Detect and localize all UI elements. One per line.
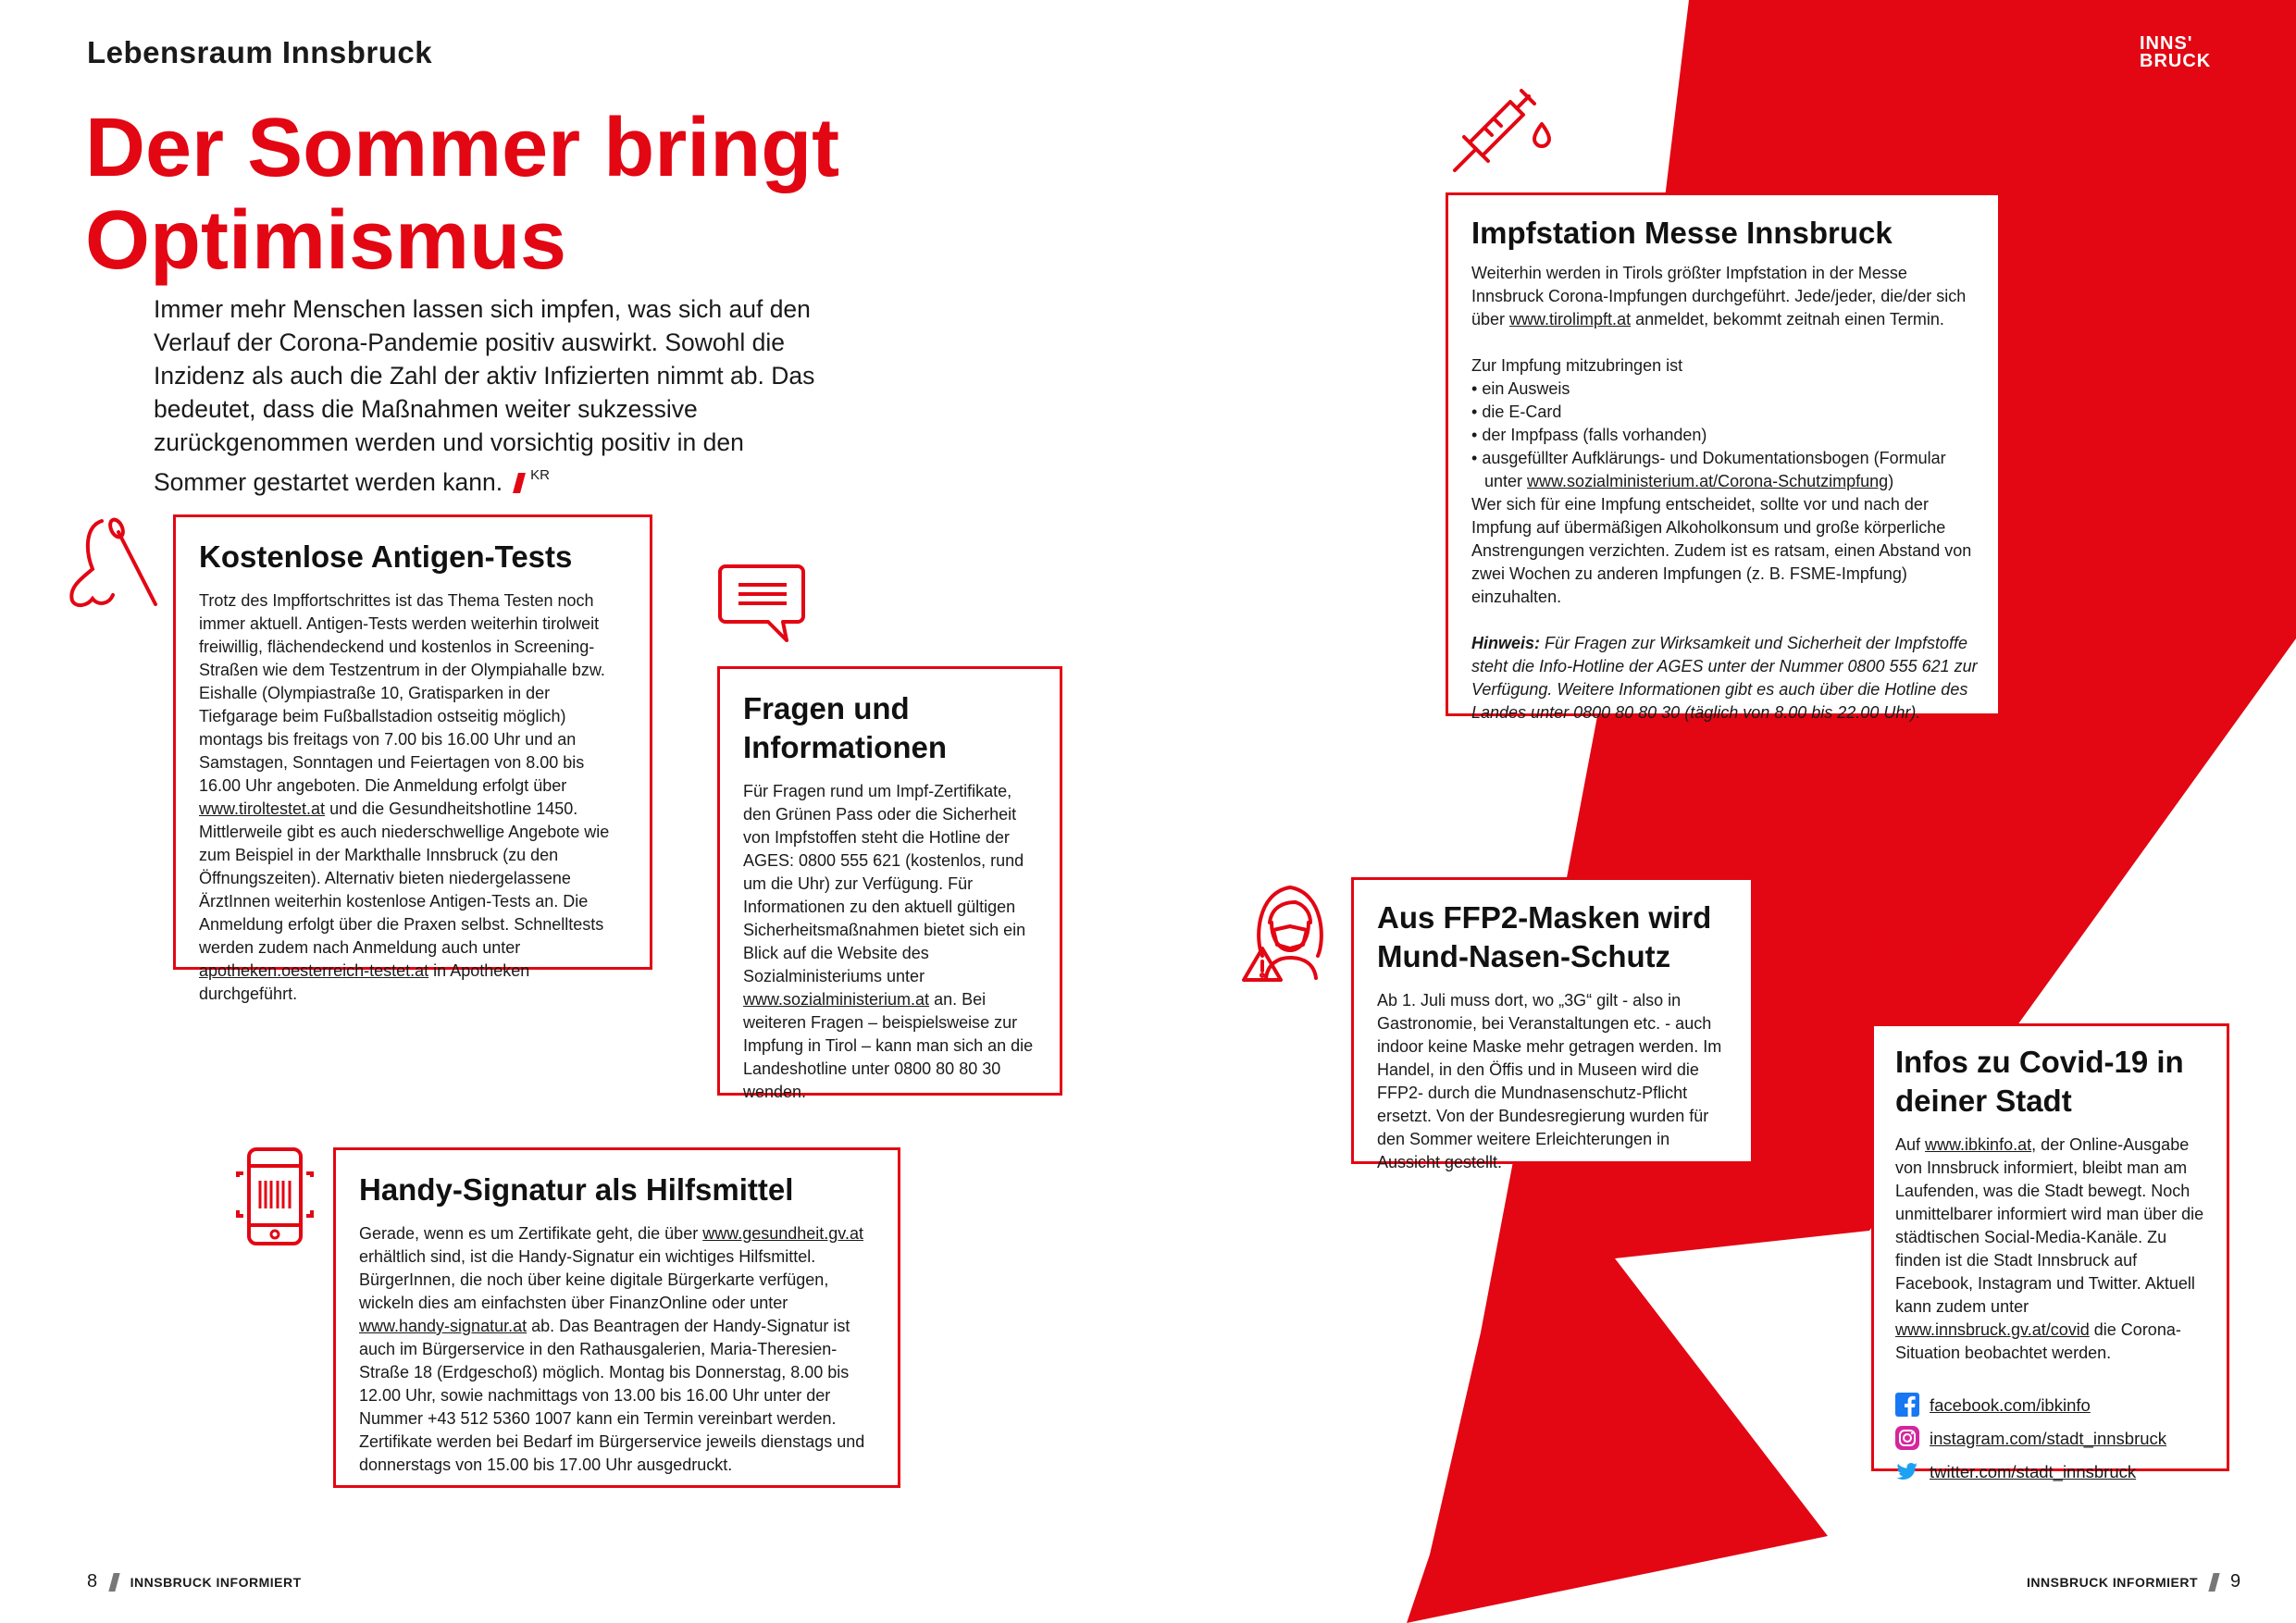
antigen-tests-text: Trotz des Impffortschrittes ist das Thema Testen noch immer aktuell. Antigen-Tests werden weiterhin tirolweit freiwillig, flächendeckend und kostenlos in Screening-Straßen wie dem Testzentrum in der Olympiahalle bzw. Eishalle (Olympiastraße 10, Gratisparken in der Tiefgarage beim Fußballstadion ostseitig möglich) montags bis freitags von 7.00 bis 16.00 Uhr und an Samstagen, Sonntagen und Feiertagen von 8.00 bis 16.00 Uhr angeboten. Die Anmeldung erfolgt über www.tiroltestet.at und die Gesundheitshotline 1450. Mittlerweile gibt es auch niederschwellige Angebote wie zum Beispiel in der Markthalle Innsbruck (zu den Öffnungszeiten). Alternativ bieten niedergelassene ÄrztInnen weiterhin kostenlose Antigen-Tests an. Die Anmeldung erfolgt über die Praxen selbst. Schnelltests werden zudem nach Anmeldung auch unter apotheken.oesterreich-testet.at in Apotheken durchgeführt. — [199, 591, 610, 1003]
handy-signatur-box — [333, 1147, 900, 1488]
handy-signatur-link[interactable]: www.handy-signatur.at — [359, 1317, 527, 1335]
antigen-tests-title: Kostenlose Antigen-Tests — [199, 539, 573, 574]
footer-slash — [2208, 1573, 2219, 1592]
fragen-title: Fragen und Informationen — [743, 691, 947, 764]
lead-paragraph: Immer mehr Menschen lassen sich impfen, was sich auf den Verlauf der Corona-Pandemie positiv auswirkt. Sowohl die Inzidenz als auch die Zahl der aktiv Infizierten nimmt ab. Das bedeutet, dass die Maßnahmen weiter sukzessive zurückgenommen werden und vorsichtig positiv in den Sommer gestartet werden kann. $^{KR}$ — [154, 295, 815, 496]
handy-signatur-title: Handy-Signatur als Hilfsmittel — [359, 1172, 794, 1207]
tirolimpft-link[interactable]: www.tirolimpft.at — [1509, 310, 1632, 328]
impfstation-intro: Weiterhin werden in Tirols größter Impfstation in der Messe Innsbruck Corona-Impfungen durchgeführt. Jede/jeder, die/der sich über www.tirolimpft.at anmeldet, bekommt zeitnah einen Termin. — [1471, 264, 1967, 328]
impfstation-list-intro: Zur Impfung mitzubringen ist — [1471, 356, 1683, 375]
gesundheit-link[interactable]: www.gesundheit.gv.at — [702, 1224, 863, 1243]
slash-mark — [513, 473, 526, 493]
list-item: • der Impfpass (falls vorhanden) — [1471, 424, 1978, 447]
section-label: Lebensraum Innsbruck — [87, 35, 433, 69]
antigen-tests-box — [173, 514, 652, 1003]
impfstation-title: Impfstation Messe Innsbruck — [1471, 216, 1893, 250]
page-number-right: 9 — [2230, 1571, 2241, 1592]
list-item: • ein Ausweis — [1471, 378, 1978, 401]
facebook-link[interactable]: facebook.com/ibkinfo — [1930, 1394, 2091, 1415]
page-title: Der Sommer bringt Optimismus — [85, 102, 840, 287]
facebook-link-row[interactable] — [1895, 1393, 2206, 1417]
instagram-link[interactable]: instagram.com/stadt_innsbruck — [1930, 1428, 2167, 1448]
syringe-icon — [1446, 83, 1557, 181]
tiroltestet-link[interactable]: www.tiroltestet.at — [199, 799, 326, 818]
twitter-link[interactable]: twitter.com/stadt_innsbruck — [1930, 1461, 2137, 1481]
masked-person-icon — [1238, 874, 1342, 984]
footer-slash — [108, 1573, 119, 1592]
footer-label-left: INNSBRUCK INFORMIERT — [130, 1574, 302, 1590]
infos-covid-box — [1871, 1023, 2229, 1481]
infos-covid-text: Auf www.ibkinfo.at, der Online-Ausgabe von Innsbruck informiert, bleibt man am Laufenden, was die Stadt bewegt. Noch unmittelbarer informiert wird man über die städtischen Social-Media-Kanäle. Zu finden ist die Stadt Innsbruck auf Facebook, Instagram und Twitter. Aktuell kann zudem unter www.innsbruck.gv.at/covid die Corona-Situation beobachtet werden. — [1895, 1135, 2204, 1362]
page-number-left: 8 — [87, 1571, 98, 1592]
fragen-text: Für Fragen rund um Impf-Zertifikate, den Grünen Pass oder die Sicherheit von Impfstoffen steht die Hotline der AGES: 0800 555 621 (kostenlos, rund um die Uhr) zur Verfügung. Für Informationen zu den aktuell gültigen Sicherheitsmaßnahmen bietet sich ein Blick auf die Website des Sozialministeriums unter www.sozialministerium.at an. Bei weiteren Fragen – beispielsweise zur Impfung in Tirol – kann man sich an die Landeshotline unter 0800 80 80 30 wenden. — [743, 782, 1034, 1101]
corona-schutzimpfung-link[interactable]: www.sozialministerium.at/Corona-Schutzimpfung — [1527, 472, 1889, 490]
nasal-swab-icon — [65, 514, 162, 615]
ffp2-text: Ab 1. Juli muss dort, wo „3G“ gilt - also in Gastronomie, bei Veranstaltungen etc. - auch indoor keine Maske mehr getragen werden. Im Handel, in den Öffis und in Museen wird die FFP2- durch die Mundnasenschutz-Pflicht ersetzt. Von der Bundesregierung wurden für den Sommer weitere Erleichterungen in Aussicht gestellt. — [1377, 991, 1722, 1171]
impfstation-box — [1446, 192, 2001, 722]
handy-signatur-text: Gerade, wenn es um Zertifikate geht, die über www.gesundheit.gv.at erhältlich sind, ist die Handy-Signatur ein wichtiges Hilfsmittel. BürgerInnen, die noch über keine digitale Bürgerkarte verfügen, wickeln dies am einfachsten über FinanzOnline oder unter www.handy-signatur.at ab. Das Beantragen der Handy-Signatur ist auch im Bürgerservice in den Rathausgalerien, Maria-Theresien-Straße 18 (Erdgeschoß) möglich. Montag bis Donnerstag, 8.00 bis 12.00 Uhr, sowie nachmittags von 13.00 bis 16.00 Uhr unter der Nummer +43 512 5360 1007 kann ein Termin vereinbart werden. Zertifikate werden bei Bedarf im Bürgerservice jeweils dienstags und donnerstags von 15.00 bis 17.00 Uhr ausgedruckt. — [359, 1224, 865, 1474]
footer-right — [2027, 1571, 2241, 1592]
list-item: • ausgefüllter Aufklärungs- und Dokumentationsbogen (Formular unter www.sozialministerium.at/Corona-Schutzimpfung) — [1471, 447, 1978, 493]
list-item: • die E-Card — [1471, 401, 1978, 424]
twitter-icon — [1895, 1459, 1919, 1483]
ibkinfo-link[interactable]: www.ibkinfo.at — [1925, 1135, 2032, 1154]
footer-left — [87, 1571, 302, 1592]
sozialministerium-link[interactable]: www.sozialministerium.at — [743, 990, 930, 1009]
speech-bubble-icon — [716, 563, 809, 644]
impfstation-note: Hinweis: Für Fragen zur Wirksamkeit und Sicherheit der Impfstoffe steht die Info-Hotline der AGES unter der Nummer 0800 555 621 zur Verfügung. Weitere Informationen gibt es auch über die Hotline des Landes unter 0800 80 80 30 (täglich von 8.00 bis 22.00 Uhr). — [1471, 634, 1978, 722]
author-initials: KR — [530, 467, 550, 483]
facebook-icon — [1895, 1393, 1919, 1417]
twitter-link-row[interactable] — [1895, 1459, 2206, 1483]
apotheken-testet-link[interactable]: apotheken.oesterreich-testet.at — [199, 961, 429, 980]
phone-barcode-icon — [234, 1146, 316, 1247]
impfstation-list — [1471, 378, 1978, 493]
ffp2-box — [1351, 877, 1754, 1171]
impfstation-advice: Wer sich für eine Impfung entscheidet, sollte vor und nach der Impfung auf übermäßigen Alkoholkonsum und große körperliche Anstrengungen verzichten. Zudem ist es ratsam, einen Abstand von zwei Wochen zu anderen Impfungen (z. B. FSME-Impfung) einzuhalten. — [1471, 495, 1972, 606]
info-bubble-icon — [1871, 899, 1973, 1005]
instagram-icon — [1895, 1426, 1919, 1450]
innsbruck-logo: INNS' BRUCK — [2140, 33, 2212, 71]
infos-covid-title: Infos zu Covid-19 in deiner Stadt — [1895, 1045, 2184, 1118]
footer-label-right: INNSBRUCK INFORMIERT — [2027, 1574, 2198, 1590]
innsbruck-covid-link[interactable]: www.innsbruck.gv.at/covid — [1895, 1320, 2090, 1339]
ffp2-title: Aus FFP2-Masken wird Mund-Nasen-Schutz — [1377, 900, 1712, 973]
fragen-box — [717, 666, 1062, 1101]
instagram-link-row[interactable] — [1895, 1426, 2206, 1450]
